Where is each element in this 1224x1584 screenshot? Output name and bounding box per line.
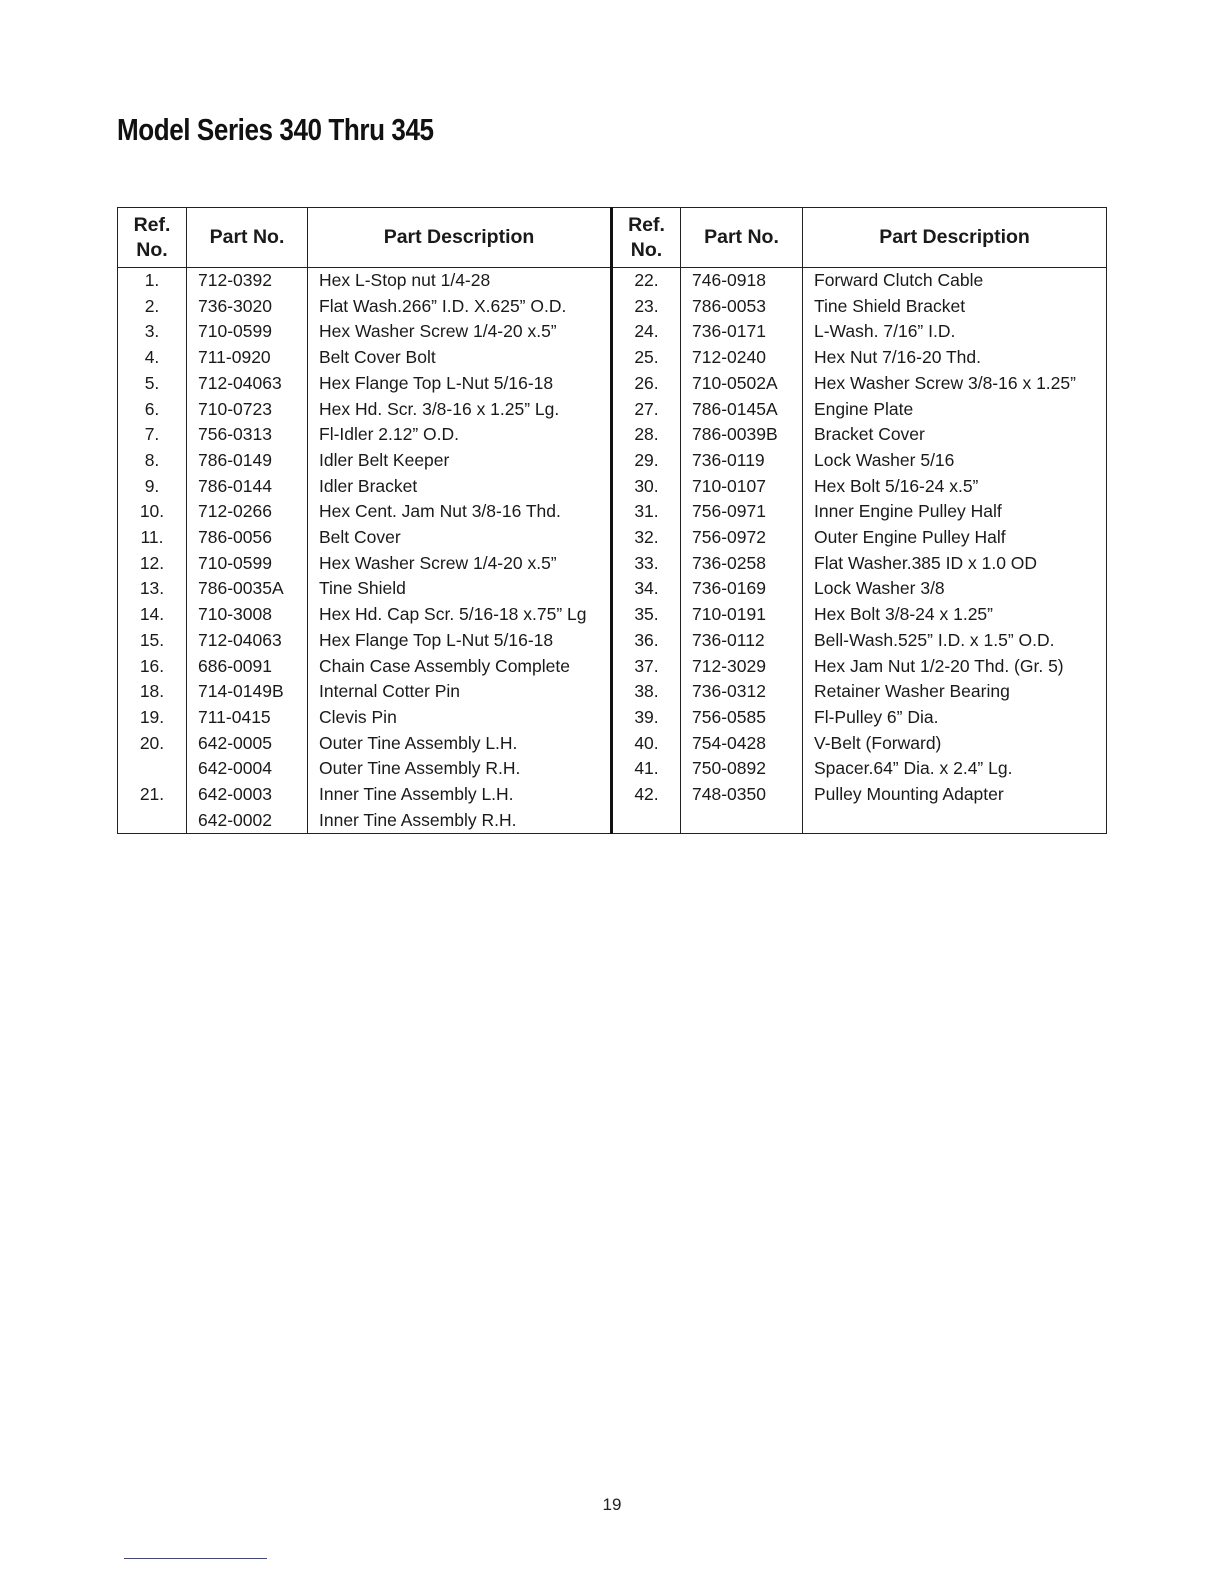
table-row <box>118 499 1107 525</box>
ref-cell-left: 10. <box>118 499 187 525</box>
table-row <box>118 782 1107 808</box>
ref-cell-right: 42. <box>612 782 681 808</box>
table-row <box>118 576 1107 602</box>
part-no-cell-left: 786-0035A <box>187 576 308 602</box>
ref-cell-left: 6. <box>118 397 187 423</box>
header-ref-line2: No. <box>136 238 168 261</box>
ref-cell-left: 20. <box>118 731 187 757</box>
part-no-cell-left: 714-0149B <box>187 679 308 705</box>
ref-cell-right: 32. <box>612 525 681 551</box>
description-cell-left: Belt Cover <box>308 525 612 551</box>
description-cell-right: Hex Washer Screw 3/8-16 x 1.25” <box>803 371 1107 397</box>
part-no-cell-left: 710-3008 <box>187 602 308 628</box>
ref-cell-right: 35. <box>612 602 681 628</box>
header-ref-line2: No. <box>630 238 663 261</box>
ref-cell-left: 15. <box>118 628 187 654</box>
part-no-cell-right: 710-0502A <box>681 371 803 397</box>
part-no-cell-right: 736-0258 <box>681 551 803 577</box>
description-cell-right: Hex Bolt 3/8-24 x 1.25” <box>803 602 1107 628</box>
ref-cell-left: 14. <box>118 602 187 628</box>
part-no-cell-left: 642-0003 <box>187 782 308 808</box>
part-no-cell-right: 712-3029 <box>681 654 803 680</box>
part-no-cell-left: 786-0144 <box>187 474 308 500</box>
description-cell-right: Bell-Wash.525” I.D. x 1.5” O.D. <box>803 628 1107 654</box>
part-no-cell-right: 746-0918 <box>681 268 803 294</box>
table-row <box>118 371 1107 397</box>
ref-cell-left: 21. <box>118 782 187 808</box>
description-cell-left: Idler Bracket <box>308 474 612 500</box>
part-no-cell-right: 712-0240 <box>681 345 803 371</box>
header-ref-line1: Ref. <box>628 214 665 237</box>
description-cell-left: Hex Cent. Jam Nut 3/8-16 Thd. <box>308 499 612 525</box>
part-no-cell-right: 756-0585 <box>681 705 803 731</box>
description-cell-right: Engine Plate <box>803 397 1107 423</box>
part-no-cell-left: 710-0599 <box>187 319 308 345</box>
description-cell-right: Spacer.64” Dia. x 2.4” Lg. <box>803 756 1107 782</box>
part-no-cell-right: 750-0892 <box>681 756 803 782</box>
part-no-cell-left: 711-0920 <box>187 345 308 371</box>
part-no-cell-left: 786-0149 <box>187 448 308 474</box>
part-no-cell-right: 756-0971 <box>681 499 803 525</box>
part-no-cell-left: 712-0392 <box>187 268 308 294</box>
description-cell-right: Flat Washer.385 ID x 1.0 OD <box>803 551 1107 577</box>
ref-cell-right: 25. <box>612 345 681 371</box>
page-title: Model Series 340 Thru 345 <box>117 112 434 147</box>
part-no-cell-right: 754-0428 <box>681 731 803 757</box>
part-no-cell-right: 786-0053 <box>681 294 803 320</box>
ref-cell-left: 12. <box>118 551 187 577</box>
description-cell-left: Hex Hd. Cap Scr. 5/16-18 x.75” Lg <box>308 602 612 628</box>
header-part-no-right: Part No. <box>681 208 803 268</box>
description-cell-left: Hex Washer Screw 1/4-20 x.5” <box>308 551 612 577</box>
description-cell-left: Idler Belt Keeper <box>308 448 612 474</box>
table-row <box>118 422 1107 448</box>
description-cell-right: V-Belt (Forward) <box>803 731 1107 757</box>
ref-cell-right: 33. <box>612 551 681 577</box>
part-no-cell-right: 736-0171 <box>681 319 803 345</box>
part-no-cell-right <box>681 808 803 834</box>
ref-cell-right: 34. <box>612 576 681 602</box>
header-ref-no-right <box>612 208 681 268</box>
part-no-cell-right: 786-0039B <box>681 422 803 448</box>
description-cell-left: Chain Case Assembly Complete <box>308 654 612 680</box>
description-cell-right: Bracket Cover <box>803 422 1107 448</box>
ref-cell-left <box>118 756 187 782</box>
description-cell-right: Outer Engine Pulley Half <box>803 525 1107 551</box>
ref-cell-right: 37. <box>612 654 681 680</box>
ref-cell-left <box>118 808 187 834</box>
ref-cell-left: 13. <box>118 576 187 602</box>
part-no-cell-left: 786-0056 <box>187 525 308 551</box>
ref-cell-right: 36. <box>612 628 681 654</box>
header-description-right: Part Description <box>803 208 1107 268</box>
table-row <box>118 397 1107 423</box>
part-no-cell-right: 736-0112 <box>681 628 803 654</box>
description-cell-left: Hex Washer Screw 1/4-20 x.5” <box>308 319 612 345</box>
description-cell-left: Hex Hd. Scr. 3/8-16 x 1.25” Lg. <box>308 397 612 423</box>
ref-cell-right: 40. <box>612 731 681 757</box>
table-row <box>118 679 1107 705</box>
part-no-cell-right: 736-0119 <box>681 448 803 474</box>
description-cell-right: Hex Jam Nut 1/2-20 Thd. (Gr. 5) <box>803 654 1107 680</box>
ref-cell-left: 16. <box>118 654 187 680</box>
description-cell-left: Belt Cover Bolt <box>308 345 612 371</box>
description-cell-left: Inner Tine Assembly R.H. <box>308 808 612 834</box>
part-no-cell-left: 712-0266 <box>187 499 308 525</box>
table-row <box>118 654 1107 680</box>
ref-cell-left: 7. <box>118 422 187 448</box>
part-no-cell-left: 686-0091 <box>187 654 308 680</box>
table-row <box>118 319 1107 345</box>
description-cell-left: Outer Tine Assembly R.H. <box>308 756 612 782</box>
table-row <box>118 268 1107 294</box>
ref-cell-right: 27. <box>612 397 681 423</box>
parts-table-body <box>118 268 1107 834</box>
description-cell-left: Fl-Idler 2.12” O.D. <box>308 422 612 448</box>
description-cell-right: Forward Clutch Cable <box>803 268 1107 294</box>
part-no-cell-left: 642-0002 <box>187 808 308 834</box>
ref-cell-right: 26. <box>612 371 681 397</box>
ref-cell-left: 2. <box>118 294 187 320</box>
header-ref-no-left <box>118 208 187 268</box>
ref-cell-left: 4. <box>118 345 187 371</box>
part-no-cell-right: 710-0191 <box>681 602 803 628</box>
ref-cell-right: 29. <box>612 448 681 474</box>
ref-cell-left: 9. <box>118 474 187 500</box>
ref-cell-right: 28. <box>612 422 681 448</box>
table-row <box>118 628 1107 654</box>
description-cell-left: Clevis Pin <box>308 705 612 731</box>
ref-cell-right: 38. <box>612 679 681 705</box>
ref-cell-left: 19. <box>118 705 187 731</box>
description-cell-right: Inner Engine Pulley Half <box>803 499 1107 525</box>
description-cell-left: Hex Flange Top L-Nut 5/16-18 <box>308 371 612 397</box>
ref-cell-left: 18. <box>118 679 187 705</box>
part-no-cell-left: 756-0313 <box>187 422 308 448</box>
ref-cell-right: 31. <box>612 499 681 525</box>
description-cell-left: Hex L-Stop nut 1/4-28 <box>308 268 612 294</box>
part-no-cell-left: 712-04063 <box>187 628 308 654</box>
part-no-cell-right: 748-0350 <box>681 782 803 808</box>
part-no-cell-left: 710-0723 <box>187 397 308 423</box>
description-cell-left: Inner Tine Assembly L.H. <box>308 782 612 808</box>
table-row <box>118 756 1107 782</box>
part-no-cell-right: 756-0972 <box>681 525 803 551</box>
part-no-cell-left: 711-0415 <box>187 705 308 731</box>
description-cell-right: Hex Bolt 5/16-24 x.5” <box>803 474 1107 500</box>
description-cell-right: Retainer Washer Bearing <box>803 679 1107 705</box>
part-no-cell-left: 642-0005 <box>187 731 308 757</box>
description-cell-right: Hex Nut 7/16-20 Thd. <box>803 345 1107 371</box>
parts-table <box>117 207 1107 834</box>
table-row <box>118 551 1107 577</box>
part-no-cell-left: 736-3020 <box>187 294 308 320</box>
footer-rule <box>124 1558 267 1559</box>
description-cell-left: Internal Cotter Pin <box>308 679 612 705</box>
ref-cell-right <box>612 808 681 834</box>
page-number: 19 <box>602 1495 622 1514</box>
description-cell-right: Lock Washer 3/8 <box>803 576 1107 602</box>
part-no-cell-right: 786-0145A <box>681 397 803 423</box>
ref-cell-right: 22. <box>612 268 681 294</box>
part-no-cell-left: 712-04063 <box>187 371 308 397</box>
header-ref-line1: Ref. <box>133 214 171 237</box>
ref-cell-left: 8. <box>118 448 187 474</box>
description-cell-right: Pulley Mounting Adapter <box>803 782 1107 808</box>
header-description-left: Part Description <box>308 208 612 268</box>
description-cell-right: Lock Washer 5/16 <box>803 448 1107 474</box>
table-row <box>118 294 1107 320</box>
header-part-no-left: Part No. <box>187 208 308 268</box>
description-cell-right <box>803 808 1107 834</box>
description-cell-right: L-Wash. 7/16” I.D. <box>803 319 1107 345</box>
table-row <box>118 731 1107 757</box>
part-no-cell-right: 710-0107 <box>681 474 803 500</box>
description-cell-left: Flat Wash.266” I.D. X.625” O.D. <box>308 294 612 320</box>
table-row <box>118 525 1107 551</box>
ref-cell-right: 39. <box>612 705 681 731</box>
description-cell-left: Hex Flange Top L-Nut 5/16-18 <box>308 628 612 654</box>
part-no-cell-right: 736-0312 <box>681 679 803 705</box>
table-row <box>118 448 1107 474</box>
ref-cell-left: 11. <box>118 525 187 551</box>
table-row <box>118 705 1107 731</box>
ref-cell-left: 1. <box>118 268 187 294</box>
part-no-cell-left: 642-0004 <box>187 756 308 782</box>
table-row <box>118 474 1107 500</box>
ref-cell-right: 30. <box>612 474 681 500</box>
ref-cell-right: 41. <box>612 756 681 782</box>
description-cell-left: Tine Shield <box>308 576 612 602</box>
ref-cell-right: 23. <box>612 294 681 320</box>
ref-cell-left: 5. <box>118 371 187 397</box>
part-no-cell-right: 736-0169 <box>681 576 803 602</box>
description-cell-left: Outer Tine Assembly L.H. <box>308 731 612 757</box>
table-header-row <box>118 208 1107 268</box>
table-row <box>118 808 1107 834</box>
ref-cell-left: 3. <box>118 319 187 345</box>
ref-cell-right: 24. <box>612 319 681 345</box>
table-row <box>118 345 1107 371</box>
part-no-cell-left: 710-0599 <box>187 551 308 577</box>
description-cell-right: Fl-Pulley 6” Dia. <box>803 705 1107 731</box>
table-row <box>118 602 1107 628</box>
description-cell-right: Tine Shield Bracket <box>803 294 1107 320</box>
